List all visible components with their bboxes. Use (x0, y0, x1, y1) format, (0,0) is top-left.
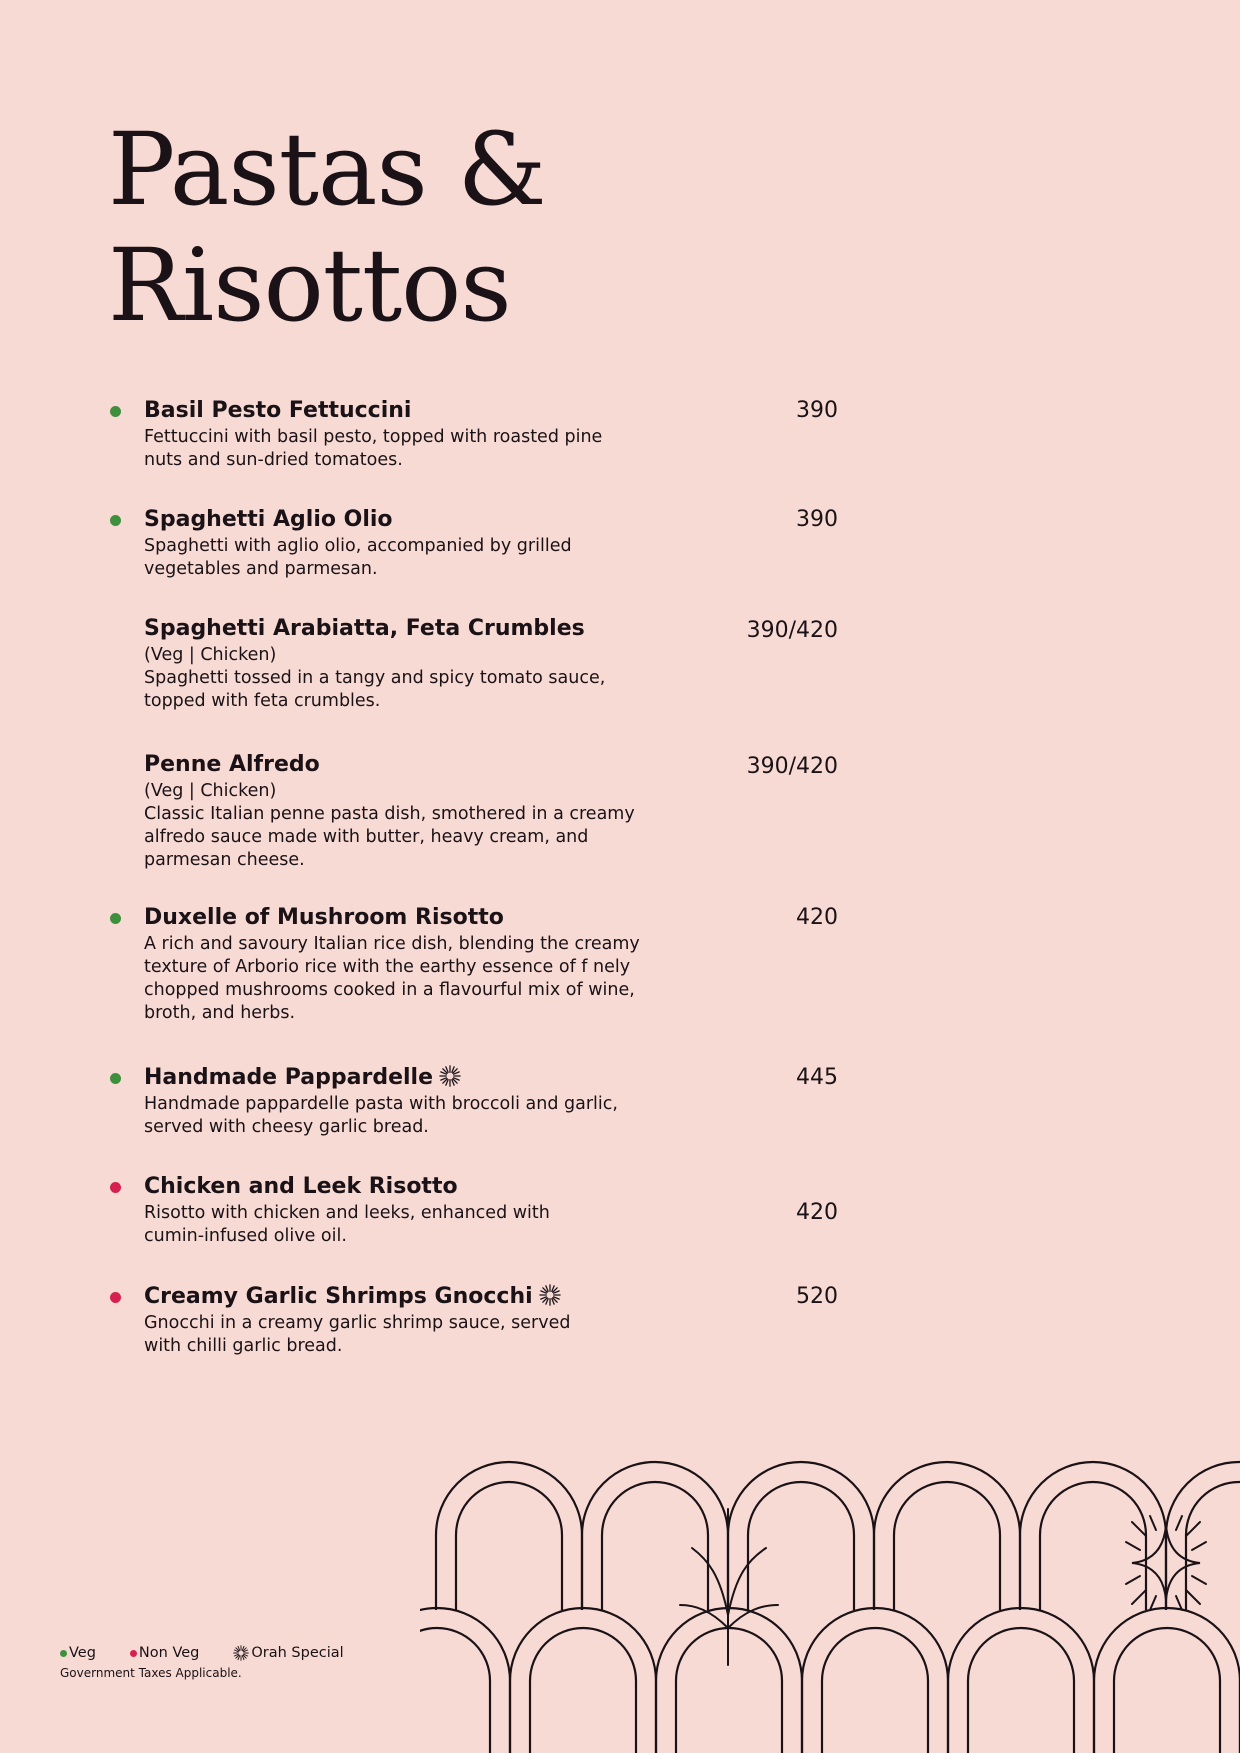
menu-item-name-text: Duxelle of Mushroom Risotto (144, 905, 504, 930)
arch (582, 1462, 728, 1610)
menu-item-name-text: Creamy Garlic Shrimps Gnocchi (144, 1284, 533, 1309)
arch (456, 1482, 562, 1610)
menu-item-description-line: Handmade pappardelle pasta with broccoli and garlic, (144, 1094, 618, 1114)
menu-item-description (144, 780, 704, 872)
menu-item-price: 420 (796, 1200, 838, 1225)
menu-item-name (144, 398, 411, 424)
arch (436, 1462, 582, 1610)
veg-dot-icon (110, 406, 121, 417)
arch (1020, 1462, 1166, 1610)
menu-item-price: 390 (796, 507, 838, 532)
arch (874, 1462, 1020, 1610)
nonveg-dot-icon (130, 1650, 137, 1657)
nonveg-dot-icon (110, 1182, 121, 1193)
legend-veg (60, 1645, 96, 1661)
page-title-line-2: Risottos (108, 227, 511, 344)
menu-item-price: 390/420 (746, 754, 838, 779)
arch (948, 1608, 1094, 1753)
legend-nonveg (130, 1645, 199, 1661)
arch (1166, 1462, 1240, 1610)
legend-special-label: Orah Special (251, 1645, 344, 1661)
arch (802, 1608, 948, 1753)
menu-item-name-text: Spaghetti Arabiatta, Feta Crumbles (144, 616, 585, 641)
menu-item-variant: (Veg | Chicken) (144, 781, 277, 801)
menu-item-name (144, 616, 585, 642)
menu-item-description-line: texture of Arborio rice with the earthy essence of f nely (144, 957, 631, 977)
arch (602, 1482, 708, 1610)
menu-item-description (144, 535, 704, 581)
menu-item-name (144, 752, 320, 778)
menu-item-description-line: Spaghetti with aglio olio, accompanied by grilled (144, 536, 572, 556)
arch-decoration (420, 1450, 1240, 1753)
menu-item-description-line: topped with feta crumbles. (144, 691, 381, 711)
starburst-icon (439, 1065, 461, 1087)
menu-item-variant: (Veg | Chicken) (144, 645, 277, 665)
arch (748, 1482, 854, 1610)
menu-item-name (144, 1065, 461, 1091)
menu-item-description-line: Risotto with chicken and leeks, enhanced with (144, 1203, 550, 1223)
menu-item-name-text: Chicken and Leek Risotto (144, 1174, 458, 1199)
menu-item-price: 520 (796, 1284, 838, 1309)
menu-item-description (144, 644, 704, 713)
menu-item-name (144, 1284, 561, 1310)
arch (420, 1628, 490, 1753)
legend-special (233, 1645, 343, 1661)
menu-item-name-text: Spaghetti Aglio Olio (144, 507, 393, 532)
menu-item-description-line: served with cheesy garlic bread. (144, 1117, 429, 1137)
menu-item-name-text: Basil Pesto Fettuccini (144, 398, 412, 423)
arch (1186, 1482, 1240, 1610)
menu-item-price: 390 (796, 398, 838, 423)
menu-item-description-line: alfredo sauce made with butter, heavy cream, and (144, 827, 589, 847)
menu-item-description (144, 933, 704, 1025)
menu-item-name (144, 507, 393, 533)
taxes-note: Government Taxes Applicable. (60, 1666, 242, 1680)
veg-dot-icon (60, 1650, 67, 1657)
menu-item-price: 445 (796, 1065, 838, 1090)
menu-item-description-line: A rich and savoury Italian rice dish, blending the creamy (144, 934, 640, 954)
menu-item-description-line: parmesan cheese. (144, 850, 305, 870)
menu-item-price: 390/420 (746, 618, 838, 643)
page-title (108, 112, 546, 344)
menu-item-description-line: cumin-infused olive oil. (144, 1226, 347, 1246)
menu-item-description-line: Fettuccini with basil pesto, topped with roasted pine (144, 427, 603, 447)
menu-item-description-line: chopped mushrooms cooked in a flavourful mix of wine, (144, 980, 635, 1000)
arch (510, 1608, 656, 1753)
arch (728, 1462, 874, 1610)
menu-item-description-line: Gnocchi in a creamy garlic shrimp sauce, served (144, 1313, 571, 1333)
menu-item-description-line: with chilli garlic bread. (144, 1336, 343, 1356)
menu-item-description (144, 1093, 704, 1139)
arch (1094, 1608, 1240, 1753)
menu-item-description-line: nuts and sun-dried tomatoes. (144, 450, 403, 470)
menu-item-price: 420 (796, 905, 838, 930)
menu-item-description-line: Classic Italian penne pasta dish, smothered in a creamy (144, 804, 635, 824)
starburst-icon (233, 1645, 249, 1661)
arch (530, 1628, 636, 1753)
page-title-line-1: Pastas & (108, 111, 546, 228)
menu-item-description (144, 1202, 704, 1248)
arch (1114, 1628, 1220, 1753)
arch (822, 1628, 928, 1753)
legend (60, 1645, 378, 1680)
legend-nonveg-label: Non Veg (138, 1645, 200, 1661)
menu-item-description-line: broth, and herbs. (144, 1003, 296, 1023)
arch (1040, 1482, 1146, 1610)
arch (968, 1628, 1074, 1753)
menu-item-name (144, 905, 504, 931)
starburst-icon (539, 1284, 561, 1306)
menu-item-description (144, 426, 704, 472)
menu-item-description-line: Spaghetti tossed in a tangy and spicy tomato sauce, (144, 668, 606, 688)
veg-dot-icon (110, 1073, 121, 1084)
arch (894, 1482, 1000, 1610)
arch (420, 1608, 510, 1753)
menu-item-description (144, 1312, 704, 1358)
menu-item-name-text: Handmade Pappardelle (144, 1065, 434, 1090)
legend-veg-label: Veg (69, 1645, 96, 1661)
menu-item-description-line: vegetables and parmesan. (144, 559, 378, 579)
menu-item-name (144, 1174, 458, 1200)
veg-dot-icon (110, 515, 121, 526)
menu-item-name-text: Penne Alfredo (144, 752, 320, 777)
veg-dot-icon (110, 913, 121, 924)
nonveg-dot-icon (110, 1292, 121, 1303)
